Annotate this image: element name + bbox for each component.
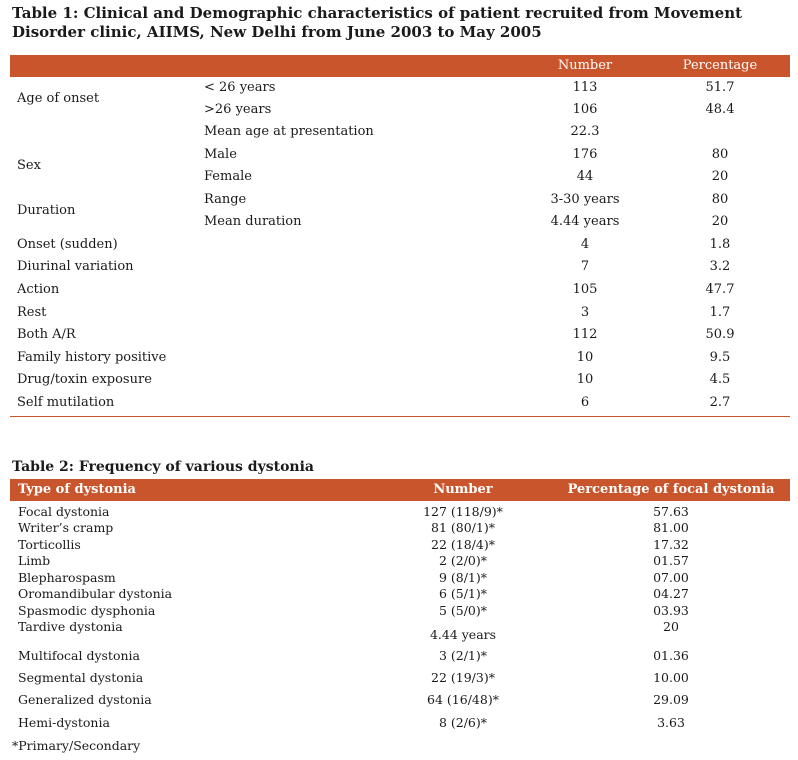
row-percentage: 48.4	[705, 102, 735, 117]
table2-row	[10, 553, 790, 571]
row-label: Both A/R	[17, 327, 76, 342]
table1-row	[10, 305, 790, 327]
table1-header-number: Number	[557, 58, 613, 73]
row-number: 4	[580, 237, 590, 252]
row-type: Limb	[18, 553, 51, 568]
table2-header-percentage: Percentage of focal dystonia	[567, 482, 775, 497]
row-percentage: 07.00	[653, 570, 689, 585]
table2-title: Table 2: Frequency of various dystonia	[12, 459, 314, 475]
row-number: 22 (19/3)*	[431, 670, 495, 685]
row-type: Blepharospasm	[18, 570, 116, 585]
table1-bottom-rule	[10, 416, 790, 417]
row-number: 10	[576, 350, 594, 365]
row-percentage: 4.5	[709, 372, 731, 387]
table1-header-percentage: Percentage	[682, 58, 758, 73]
row-sublabel: Mean duration	[204, 214, 302, 229]
row-number: 113	[572, 80, 598, 95]
row-percentage: 47.7	[705, 282, 735, 297]
row-number: 112	[572, 327, 598, 342]
row-number: 106	[572, 102, 598, 117]
row-sublabel: Male	[204, 147, 237, 162]
row-number: 22 (18/4)*	[431, 537, 495, 552]
table2-row	[10, 692, 790, 710]
row-number: 10	[576, 372, 594, 387]
row-sublabel: < 26 years	[204, 80, 276, 95]
row-number: 3 (2/1)*	[438, 648, 488, 663]
row-label: Self mutilation	[17, 395, 115, 410]
row-number: 8 (2/6)*	[438, 715, 488, 730]
table2-row	[10, 715, 790, 733]
table2-row	[10, 648, 790, 666]
row-number: 105	[572, 282, 598, 297]
row-percentage: 10.00	[653, 670, 689, 685]
row-type: Tardive dystonia	[18, 619, 123, 634]
row-percentage: 20	[663, 619, 679, 634]
row-sublabel: >26 years	[204, 102, 272, 117]
row-type: Multifocal dystonia	[18, 648, 140, 663]
table1-row	[10, 169, 790, 191]
table1-row	[10, 259, 790, 281]
row-percentage: 80	[711, 192, 729, 207]
row-label: Onset (sudden)	[17, 237, 118, 252]
row-label: Sex	[17, 158, 41, 173]
row-number: 3-30 years	[550, 192, 620, 207]
row-label: Duration	[17, 203, 76, 218]
table1-row	[10, 372, 790, 394]
row-number: 2 (2/0)*	[438, 553, 488, 568]
table1-row	[10, 395, 790, 417]
row-percentage: 81.00	[653, 520, 689, 535]
row-type: Torticollis	[18, 537, 81, 552]
table2-header-number: Number	[433, 482, 493, 497]
table1-row	[10, 327, 790, 349]
table1-row	[10, 237, 790, 259]
row-number: 7	[580, 259, 590, 274]
row-type: Generalized dystonia	[18, 692, 152, 707]
row-percentage: 1.7	[709, 305, 731, 320]
row-label: Rest	[17, 305, 47, 320]
row-number: 22.3	[570, 124, 600, 139]
row-type: Spasmodic dysphonia	[18, 603, 156, 618]
table1-row	[10, 102, 790, 124]
row-percentage: 9.5	[709, 350, 731, 365]
row-number: 4.44 years	[550, 214, 620, 229]
row-number: 6 (5/1)*	[438, 586, 488, 601]
table2-header	[10, 479, 790, 501]
row-number: 64 (16/48)*	[427, 692, 499, 707]
table1-row	[10, 282, 790, 304]
row-percentage: 3.2	[709, 259, 731, 274]
row-sublabel: Mean age at presentation	[204, 124, 374, 139]
row-number: 6	[580, 395, 590, 410]
table2-row	[10, 627, 790, 645]
row-percentage: 04.27	[653, 586, 689, 601]
row-type: Hemi-dystonia	[18, 715, 110, 730]
row-label: Action	[17, 282, 60, 297]
table2-row	[10, 586, 790, 604]
row-type: Oromandibular dystonia	[18, 586, 173, 601]
row-percentage: 03.93	[653, 603, 689, 618]
row-label: Drug/toxin exposure	[17, 372, 152, 387]
table2-header-type: Type of dystonia	[18, 482, 136, 497]
row-percentage: 50.9	[705, 327, 735, 342]
row-number: 127 (118/9)*	[423, 504, 503, 519]
table1-row	[10, 214, 790, 236]
table1-header	[10, 55, 790, 77]
table1-title: Table 1: Clinical and Demographic characteristics of patient recruited from Movement Disorder clinic, AIIMS, New Delhi from June 2003 to May 2005	[12, 4, 743, 41]
row-number: 4.44 years	[429, 627, 497, 642]
row-number: 9 (8/1)*	[438, 570, 488, 585]
row-percentage: 2.7	[709, 395, 731, 410]
row-percentage: 29.09	[653, 692, 689, 707]
row-number: 44	[576, 169, 594, 184]
row-percentage: 01.57	[653, 553, 689, 568]
row-label: Age of onset	[17, 91, 100, 106]
row-sublabel: Female	[204, 169, 252, 184]
row-percentage: 3.63	[657, 715, 685, 730]
row-type: Segmental dystonia	[18, 670, 144, 685]
table1-row	[10, 350, 790, 372]
table2-footnote: *Primary/Secondary	[12, 738, 141, 753]
row-label: Diurinal variation	[17, 259, 134, 274]
row-percentage: 1.8	[709, 237, 731, 252]
row-type: Focal dystonia	[18, 504, 110, 519]
row-number: 5 (5/0)*	[438, 603, 488, 618]
row-number: 81 (80/1)*	[431, 520, 495, 535]
table1-row	[10, 124, 790, 146]
row-percentage: 20	[711, 214, 729, 229]
table2-row	[10, 520, 790, 538]
row-percentage: 01.36	[653, 648, 689, 663]
row-sublabel: Range	[204, 192, 247, 207]
row-type: Writer’s cramp	[18, 520, 114, 535]
row-percentage: 20	[711, 169, 729, 184]
row-percentage: 57.63	[653, 504, 689, 519]
row-percentage: 80	[711, 147, 729, 162]
row-percentage: 17.32	[653, 537, 689, 552]
row-percentage: 51.7	[705, 80, 735, 95]
row-number: 176	[572, 147, 598, 162]
table2-row	[10, 670, 790, 688]
row-number: 3	[580, 305, 590, 320]
row-label: Family history positive	[17, 350, 167, 365]
